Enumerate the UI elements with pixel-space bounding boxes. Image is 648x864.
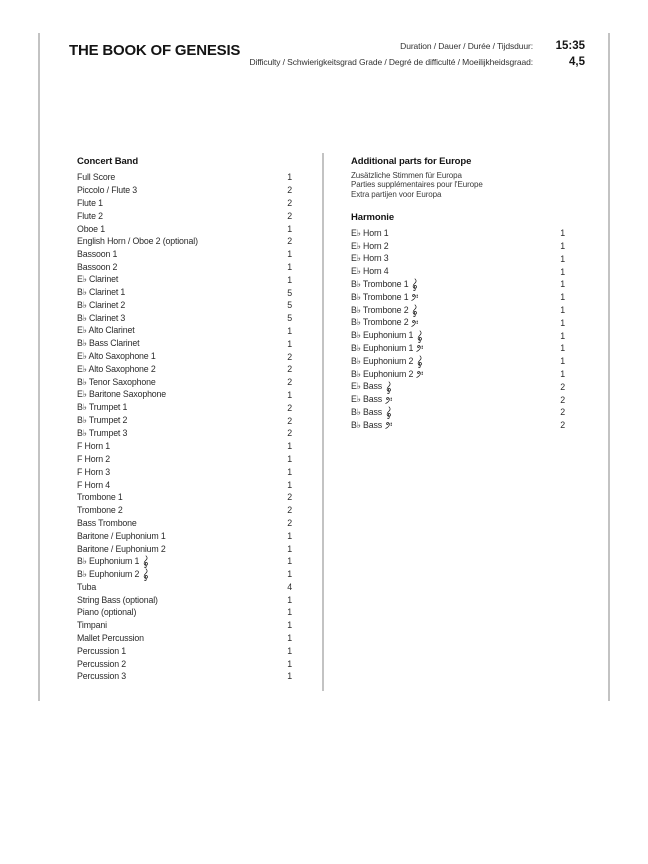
- part-row: [351, 393, 565, 406]
- part-row: [77, 222, 292, 235]
- part-quantity: 5: [287, 313, 292, 324]
- part-label: E♭ Horn 3: [351, 253, 389, 264]
- part-row: [351, 316, 565, 329]
- header-info: [249, 40, 585, 68]
- treble-clef-icon: [411, 304, 418, 317]
- part-label: Timpani: [77, 620, 107, 631]
- part-row: [351, 419, 565, 432]
- part-quantity: 2: [560, 381, 565, 392]
- part-row: [77, 657, 292, 670]
- part-label: B♭ Clarinet 1: [77, 287, 126, 298]
- concert-band-heading: Concert Band: [77, 156, 139, 167]
- part-label: B♭ Trombone 1: [351, 292, 419, 303]
- part-quantity: 2: [287, 351, 292, 362]
- part-label: Oboe 1: [77, 223, 105, 234]
- part-label: Trombone 1: [77, 492, 123, 503]
- part-label: Bass Trombone: [77, 517, 137, 528]
- harmonie-heading: Harmonie: [351, 211, 395, 223]
- part-row: [77, 670, 292, 683]
- part-row: [351, 355, 565, 368]
- part-row: [351, 368, 565, 381]
- part-label: Bassoon 2: [77, 261, 118, 272]
- page-rule-left: [38, 33, 40, 701]
- part-row: [77, 299, 292, 312]
- part-quantity: 1: [560, 241, 565, 252]
- part-row: [351, 278, 565, 291]
- part-row: [77, 517, 292, 530]
- part-quantity: 1: [560, 343, 565, 354]
- part-label: E♭ Baritone Saxophone: [77, 389, 167, 400]
- part-quantity: 1: [287, 441, 292, 452]
- part-row: [77, 184, 292, 197]
- concert-band-column: [77, 155, 292, 683]
- part-quantity: 1: [560, 330, 565, 341]
- part-label: Percussion 3: [77, 671, 127, 682]
- part-row: [351, 406, 565, 419]
- part-label: B♭ Clarinet 3: [77, 312, 126, 323]
- part-row: [351, 304, 565, 317]
- europe-subheading-de: Zusätzliche Stimmen für Europa: [351, 171, 462, 180]
- page-rule-right: [608, 33, 610, 701]
- part-quantity: 1: [287, 389, 292, 400]
- part-quantity: 1: [560, 266, 565, 277]
- bass-clef-icon: [416, 370, 424, 379]
- part-quantity: 2: [287, 428, 292, 439]
- part-quantity: 1: [287, 274, 292, 285]
- treble-clef-icon: [411, 278, 418, 291]
- treble-clef-icon: [142, 568, 149, 581]
- part-label: E♭ Bass: [351, 380, 392, 393]
- part-label: Full Score: [77, 172, 116, 183]
- part-row: [77, 401, 292, 414]
- part-row: [77, 619, 292, 632]
- part-label: Baritone / Euphonium 1: [77, 530, 166, 541]
- part-quantity: 2: [287, 505, 292, 516]
- part-label: Piano (optional): [77, 607, 137, 618]
- part-label: Percussion 2: [77, 658, 127, 669]
- part-label: English Horn / Oboe 2 (optional): [77, 236, 198, 247]
- part-row: [351, 227, 565, 240]
- part-quantity: 2: [287, 236, 292, 247]
- part-quantity: 2: [287, 210, 292, 221]
- part-quantity: 1: [287, 338, 292, 349]
- part-label: B♭ Trumpet 3: [77, 427, 128, 438]
- bass-clef-icon: [416, 344, 424, 353]
- part-label: B♭ Trombone 2: [351, 304, 418, 317]
- part-label: B♭ Euphonium 1: [351, 343, 424, 354]
- part-row: [77, 606, 292, 619]
- part-label: E♭ Alto Clarinet: [77, 325, 135, 336]
- part-label: Piccolo / Flute 3: [77, 185, 138, 196]
- difficulty-label: Difficulty / Schwierigkeitsgrad Grade / Degré de difficulté / Moeilijkheidsgraad:: [249, 57, 533, 67]
- treble-clef-icon: [416, 355, 423, 368]
- part-row: [351, 265, 565, 278]
- part-label: E♭ Bass: [351, 394, 393, 405]
- part-row: [77, 581, 292, 594]
- part-label: B♭ Bass Clarinet: [77, 338, 140, 349]
- part-label: E♭ Horn 4: [351, 266, 389, 277]
- bass-clef-icon: [385, 396, 393, 405]
- europe-heading: Additional parts for Europe: [351, 156, 472, 167]
- part-quantity: 1: [560, 292, 565, 303]
- part-quantity: 2: [287, 377, 292, 388]
- part-quantity: 1: [287, 633, 292, 644]
- part-quantity: 2: [287, 517, 292, 528]
- part-label: F Horn 2: [77, 453, 111, 464]
- part-quantity: 1: [560, 317, 565, 328]
- part-row: [77, 440, 292, 453]
- europe-subheading-fr: Parties supplémentaires pour l'Europe: [351, 180, 483, 190]
- treble-clef-icon: [385, 406, 392, 419]
- part-label: B♭ Bass: [351, 406, 392, 419]
- part-row: [77, 568, 292, 581]
- part-quantity: 2: [560, 394, 565, 405]
- part-label: B♭ Euphonium 2: [77, 568, 149, 581]
- part-quantity: 2: [287, 197, 292, 208]
- part-quantity: 2: [287, 492, 292, 503]
- part-label: E♭ Horn 1: [351, 227, 389, 238]
- part-row: [351, 380, 565, 393]
- column-divider: [322, 153, 324, 691]
- part-row: [77, 389, 292, 402]
- part-label: B♭ Bass: [351, 420, 393, 431]
- part-row: [351, 291, 565, 304]
- part-row: [77, 632, 292, 645]
- part-row: [351, 240, 565, 253]
- part-row: [77, 235, 292, 248]
- part-label: B♭ Euphonium 1: [77, 555, 149, 568]
- page-title: THE BOOK OF GENESIS: [69, 42, 241, 59]
- part-row: [77, 273, 292, 286]
- part-quantity: 2: [287, 415, 292, 426]
- part-quantity: 1: [287, 569, 292, 580]
- part-row: [77, 209, 292, 222]
- part-quantity: 1: [287, 671, 292, 682]
- part-quantity: 1: [287, 172, 292, 183]
- part-quantity: 1: [287, 620, 292, 631]
- duration-label: Duration / Dauer / Durée / Tijdsduur:: [400, 41, 533, 51]
- part-label: F Horn 4: [77, 479, 111, 490]
- part-quantity: 2: [560, 407, 565, 418]
- part-quantity: 2: [287, 364, 292, 375]
- part-quantity: 1: [287, 466, 292, 477]
- part-row: [77, 644, 292, 657]
- part-label: B♭ Clarinet 2: [77, 299, 126, 310]
- part-quantity: 1: [560, 305, 565, 316]
- part-row: [77, 376, 292, 389]
- bass-clef-icon: [411, 293, 419, 302]
- part-quantity: 1: [560, 356, 565, 367]
- part-row: [77, 171, 292, 184]
- part-row: [77, 555, 292, 568]
- part-label: B♭ Euphonium 2: [351, 355, 423, 368]
- part-row: [77, 478, 292, 491]
- part-quantity: 1: [287, 479, 292, 490]
- part-label: Mallet Percussion: [77, 633, 144, 644]
- part-row: [77, 197, 292, 210]
- treble-clef-icon: [142, 555, 149, 568]
- part-quantity: 1: [560, 279, 565, 290]
- part-row: [77, 261, 292, 274]
- part-quantity: 1: [287, 223, 292, 234]
- part-quantity: 1: [287, 658, 292, 669]
- part-quantity: 1: [287, 645, 292, 656]
- part-label: String Bass (optional): [77, 594, 158, 605]
- part-quantity: 2: [287, 185, 292, 196]
- part-label: F Horn 3: [77, 466, 111, 477]
- part-quantity: 1: [287, 261, 292, 272]
- part-label: B♭ Trombone 2: [351, 317, 419, 328]
- part-label: B♭ Euphonium 1: [351, 329, 423, 342]
- part-row: [77, 491, 292, 504]
- europe-subheading-nl: Extra partijen voor Europa: [351, 189, 442, 199]
- part-row: [77, 286, 292, 299]
- part-row: [77, 248, 292, 261]
- part-row: [351, 329, 565, 342]
- difficulty-value: 4,5: [569, 56, 585, 68]
- part-row: [77, 350, 292, 363]
- concert-band-list: [77, 171, 292, 683]
- part-row: [351, 252, 565, 265]
- part-row: [77, 363, 292, 376]
- bass-clef-icon: [385, 421, 393, 430]
- part-label: Flute 1: [77, 197, 103, 208]
- part-row: [77, 465, 292, 478]
- part-row: [77, 504, 292, 517]
- europe-column: [351, 155, 565, 432]
- part-label: B♭ Trumpet 2: [77, 415, 128, 426]
- part-quantity: 2: [287, 402, 292, 413]
- part-label: F Horn 1: [77, 441, 111, 452]
- part-quantity: 1: [287, 543, 292, 554]
- part-quantity: 1: [287, 325, 292, 336]
- part-label: Flute 2: [77, 210, 103, 221]
- part-row: [77, 427, 292, 440]
- part-row: [77, 414, 292, 427]
- part-label: Trombone 2: [77, 505, 123, 516]
- part-quantity: 1: [560, 369, 565, 380]
- part-label: E♭ Alto Saxophone 2: [77, 363, 156, 374]
- part-row: [77, 542, 292, 555]
- part-row: [77, 337, 292, 350]
- part-row: [77, 453, 292, 466]
- part-label: E♭ Horn 2: [351, 240, 389, 251]
- part-label: B♭ Trumpet 1: [77, 402, 128, 413]
- part-row: [77, 529, 292, 542]
- part-label: Tuba: [77, 581, 97, 592]
- treble-clef-icon: [416, 330, 423, 343]
- part-quantity: 1: [287, 453, 292, 464]
- part-quantity: 1: [560, 253, 565, 264]
- part-quantity: 4: [287, 581, 292, 592]
- part-quantity: 1: [287, 594, 292, 605]
- part-quantity: 1: [287, 607, 292, 618]
- treble-clef-icon: [385, 381, 392, 394]
- part-label: Percussion 1: [77, 645, 127, 656]
- part-quantity: 5: [287, 300, 292, 311]
- bass-clef-icon: [411, 319, 419, 328]
- part-quantity: 1: [560, 228, 565, 239]
- part-quantity: 1: [287, 556, 292, 567]
- part-label: Baritone / Euphonium 2: [77, 543, 166, 554]
- part-label: E♭ Clarinet: [77, 274, 119, 285]
- part-label: B♭ Euphonium 2: [351, 369, 424, 380]
- part-quantity: 5: [287, 287, 292, 298]
- part-row: [77, 593, 292, 606]
- part-label: E♭ Alto Saxophone 1: [77, 351, 156, 362]
- duration-value: 15:35: [555, 40, 585, 52]
- part-quantity: 2: [560, 420, 565, 431]
- harmonie-list: [351, 227, 565, 432]
- part-label: B♭ Trombone 1: [351, 278, 418, 291]
- part-quantity: 1: [287, 530, 292, 541]
- part-quantity: 1: [287, 249, 292, 260]
- part-label: B♭ Tenor Saxophone: [77, 376, 156, 387]
- part-row: [77, 325, 292, 338]
- part-label: Bassoon 1: [77, 249, 118, 260]
- part-row: [351, 342, 565, 355]
- part-row: [77, 312, 292, 325]
